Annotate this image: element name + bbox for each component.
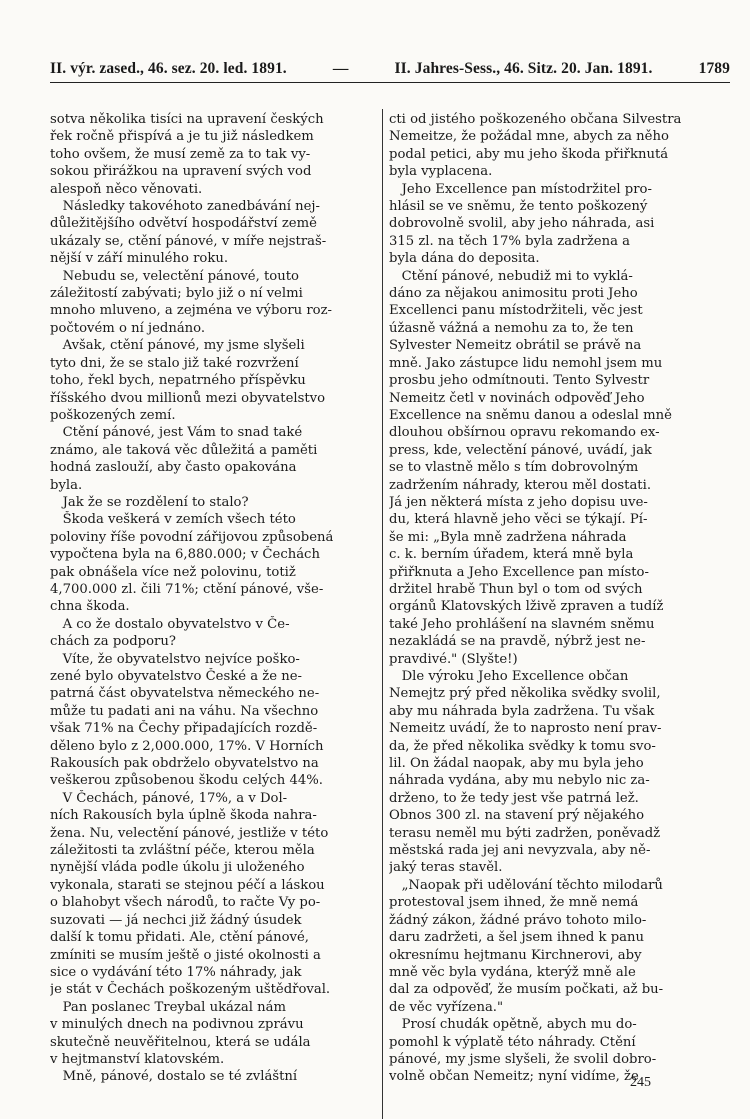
text-line: dobrovolně svolil, aby jeho náhrada, asi [389,216,655,232]
text-line: press, kde, velectění pánové, uvádí, jak [389,442,652,458]
text-line: cti od jistého poškozeného občana Silvestra [389,112,682,127]
text-line: Nemejtz prý před několika svědky svolil, [389,686,661,702]
text-line: lil. On žádal naopak, aby mu byla jeho [389,756,644,772]
text-line: byla vyplacena. [389,164,493,180]
text-line: může tu padati ani na váhu. Na všechno [50,703,319,719]
text-line: chna škoda. [50,599,130,615]
text-line: Nemeitz četl v novinách odpověď Jeho [389,390,645,406]
text-line: Nebudu se, velectění pánové, touto [50,268,299,284]
text-line: okresnímu hejtmanu Kirchnerovi, aby [389,947,642,963]
text-line: zmíniti se musím ještě o jisté okolnosti a [50,947,321,963]
text-line: také Jeho prohlášení na slavném sněmu [389,616,655,632]
text-line: Excellenci panu místodržiteli, věc jest [389,303,643,319]
text-line: však 71% na Čechy připadajících rozdě- [50,721,318,737]
text-line: protestoval jsem ihned, že mně nemá [389,895,639,911]
text-line: volně občan Nemeitz; nyní vidíme, že [389,1069,639,1085]
text-line: důležitějšího odvětví hospodářství země [50,216,317,232]
text-line: držitel hrabě Thun byl o tom od svých [389,581,643,597]
text-line: zené bylo obyvatelstvo České a že ne- [50,669,302,684]
text-line: vykonala, starati se stejnou péčí a láskou [50,877,325,893]
text-line: poloviny říše povodní zářijovou způsobená [50,529,334,545]
text-line: pánové, my jsme slyšeli, že svolil dobro- [389,1051,657,1067]
text-line: Pan poslanec Treybal ukázal nám [50,999,287,1015]
header-czech: II. výr. zased., 46. sez. 20. led. 1891. [50,60,287,77]
text-line: hodná zaslouží, aby často opakována [50,460,297,476]
text-line: zadržením náhrady, kterou měl dostati. [389,477,652,493]
text-line: pravdivé." (Slyšte!) [389,651,518,667]
text-line: nynější vláda podle úkolu ji uloženého [50,860,305,876]
text-line: další k tomu přidati. Ale, ctění pánové, [50,930,309,946]
text-line: toho ovšem, že musí země za to tak vy- [50,146,311,162]
text-line: ukázaly se, ctění pánové, v míře nejstraš- [50,233,327,249]
text-line: dlouhou obšírnou opravu rekomando ex- [389,425,660,441]
text-line: vypočtena byla na 6,880.000; v Čechách [50,547,320,563]
text-line: dáno za nějakou animositu proti Jeho [389,286,638,302]
text-line: Ctění pánové, nebudiž mi to vyklá- [389,268,633,284]
text-line: Sylvester Nemeitz obrátil se právě na [389,338,642,354]
text-line: záležitostí zabývati; bylo již o ní velmi [50,286,303,302]
text-line: přiřknuta a Jeho Excellence pan místo- [389,564,649,580]
text-line: ních Rakousích byla úplně škoda nahra- [50,808,317,824]
text-line: Prosí chudák opětně, abych mu do- [389,1017,637,1033]
text-line: nější v září minulého roku. [50,251,229,267]
text-line: mnoho mluveno, a zejména ve výboru roz- [50,303,332,319]
header-german: II. Jahres-Sess., 46. Sitz. 20. Jan. 1891. [394,60,653,77]
text-line: úžasně vážná a nemohu za to, že ten [389,320,634,336]
text-line: podal petici, aby mu jeho škoda přiřknutá [389,146,669,162]
text-line: Víte, že obyvatelstvo nejvíce poško- [50,651,300,667]
text-line: počtovém o ní jednáno. [50,320,206,336]
text-line: byla dána do deposita. [389,251,540,267]
text-line: Já jen některá místa z jeho dopisu uve- [389,494,648,510]
text-line: se to vlastně mělo s tím dobrovolným [389,460,639,476]
text-line: městská rada jej ani nevyzvala, aby ně- [389,843,651,859]
text-line: chách za podporu? [50,634,176,650]
text-line: dal za odpověď, že musím počkati, až bu- [389,982,664,998]
text-line: prosbu jeho odmítnouti. Tento Sylvestr [389,373,650,389]
text-line: mně věc byla vydána, kterýž mně ale [389,964,636,980]
text-line: mně. Jako zástupce lidu nemohl jsem mu [389,355,663,371]
text-line: A co že dostalo obyvatelstvo v Če- [50,616,290,632]
text-line: Jeho Excellence pan místodržitel pro- [389,181,652,197]
text-line: da, že před několika svědky k tomu svo- [389,738,656,754]
text-line: toho, řekl bych, nepatrného příspěvku [50,373,306,389]
text-line: Obnos 300 zl. na stavení prý nějakého [389,808,645,824]
text-line: Excellence na sněmu danou a odeslal mně [389,407,672,423]
text-line: veškerou způsobenou škodu celých 44%. [50,773,323,789]
text-line: říšského dvou millionů mezi obyvatelstvo [50,390,326,406]
page-number: 1789 [698,60,730,77]
text-line: sokou přirážkou na upravení svých vod [50,164,312,180]
text-line: náhrada vydána, aby mu nebylo nic za- [389,773,650,789]
text-line: 4,700.000 zl. čili 71%; ctění pánové, vše- [50,581,324,597]
text-line: še mi: „Byla mně zadržena náhrada [389,529,627,545]
left-column [50,111,382,1119]
text-line: 315 zl. na těch 17% byla zadržena a [389,233,631,249]
running-header [50,60,730,83]
text-line: V Čechách, pánové, 17%, a v Dol- [50,790,288,806]
text-line: pak obnášela více než polovinu, totiž [50,564,296,580]
text-line: terasu neměl mu býti zadržen, poněvadž [389,825,661,841]
text-line: jaký teras stavěl. [389,860,503,876]
right-column [383,111,715,1119]
text-line: du, která hlavně jeho věci se týkají. Pí- [389,512,648,528]
text-line: drženo, to že tedy jest vše patrná lež. [389,790,639,806]
text-line: patrná část obyvatelstva německého ne- [50,686,320,702]
text-line: řek ročně přispívá a je tu již následkem [50,129,314,145]
text-line: aby mu náhrada byla zadržena. Tu však [389,703,655,719]
text-line: děleno bylo z 2,000.000, 17%. V Horních [50,738,324,754]
text-line: v hejtmanství klatovském. [50,1051,225,1067]
text-line: záležitosti ta zvláštní péče, kterou měla [50,843,315,859]
two-column-body [50,111,730,1119]
text-line: žena. Nu, velectění pánové, jestliže v této [50,825,329,841]
header-dash: — [332,60,349,77]
text-line: skutečně neuvěřitelnou, která se udála [50,1034,311,1050]
text-line: Nemeitz uvádí, že to naprosto není prav- [389,721,662,737]
text-line: byla. [50,477,83,493]
text-line: alespoň něco věnovati. [50,181,203,197]
text-line: Nemeitze, že požádal mne, abych za něho [389,129,669,145]
text-line: Ctění pánové, jest Vám to snad také [50,425,303,441]
text-line: Mně, pánové, dostalo se té zvláštní [50,1069,298,1085]
text-line: Jak že se rozdělení to stalo? [50,494,249,510]
text-line: Škoda veškerá v zemích všech této [50,512,296,528]
folio-number: 245 [630,1075,651,1090]
text-line: o blahobyt všech národů, to račte Vy po- [50,895,321,911]
text-line: orgánů Klatovských lživě zpraven a tudíž [389,599,664,615]
text-line: nezakládá se na pravdě, nýbrž jest ne- [389,634,646,650]
text-line: Rakousích pak obdrželo obyvatelstvo na [50,756,319,772]
text-line: Dle výroku Jeho Excellence občan [389,669,629,684]
text-line: hlásil se ve sněmu, že tento poškozený [389,199,648,215]
text-line: sice o vydávání této 17% náhrady, jak [50,964,302,980]
text-line: suzovati — já nechci již žádný úsudek [50,912,302,928]
text-line: Avšak, ctění pánové, my jsme slyšeli [50,338,305,354]
text-line: žádný zákon, žádné právo tohoto milo- [389,912,647,928]
text-line: sotva několika tisíci na upravení českých [50,112,324,127]
text-line: známo, ale taková věc důležitá a paměti [50,442,318,458]
text-line: je stát v Čechách poškozeným uštědřoval. [50,982,331,998]
text-line: tyto dni, že se stalo již také rozvržení [50,355,299,371]
text-line: de věc vyřízena." [389,999,504,1015]
text-line: „Naopak při udělování těchto milodarů [389,877,663,893]
text-line: v minulých dnech na podivnou zprávu [50,1017,304,1033]
text-line: daru zadržeti, a šel jsem ihned k panu [389,930,645,946]
text-line: c. k. berním úřadem, která mně byla [389,547,634,563]
text-line: Následky takovéhoto zanedbávání nej- [50,199,320,215]
text-line: pomohl k výplatě této náhrady. Ctění [389,1034,636,1050]
text-line: poškozených zemí. [50,407,176,423]
